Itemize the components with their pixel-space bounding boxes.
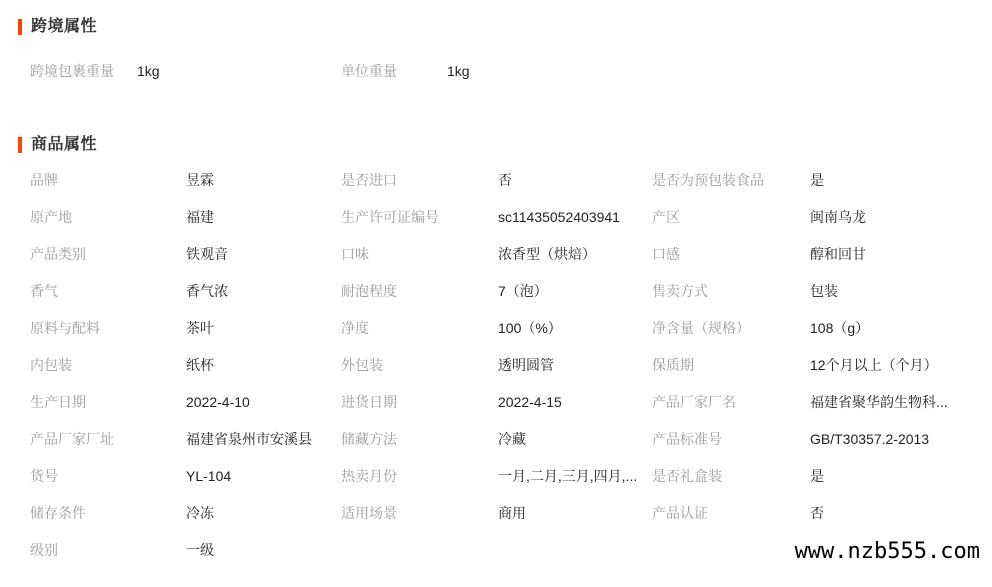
attr-label: 口味 (341, 245, 369, 262)
attr-value: 浓香型（烘焙） (498, 245, 596, 262)
attr-value: 福建省聚华韵生物科... (810, 393, 948, 410)
attr-value: 透明圆管 (498, 356, 554, 373)
watermark-text: www.nzb555.com (794, 539, 980, 564)
attr-label: 产品认证 (652, 504, 708, 521)
attr-row (0, 309, 992, 346)
product-attrs-section-header (0, 136, 992, 153)
attr-label: 口感 (652, 245, 680, 262)
attr-label: 货号 (30, 467, 58, 484)
attr-value: 是 (810, 467, 824, 484)
attr-row (0, 346, 992, 383)
attr-value: 是 (810, 171, 824, 188)
attr-row (0, 420, 992, 457)
product-attrs-section-title: 商品属性 (31, 135, 98, 153)
attr-value: 醇和回甘 (810, 245, 866, 262)
attr-value: 1kg (137, 62, 160, 79)
attr-label: 级别 (30, 541, 58, 558)
attr-row (0, 52, 992, 89)
attr-label: 是否礼盒装 (652, 467, 722, 484)
attr-value: 一月,二月,三月,四月,... (498, 467, 638, 484)
attr-value: GB/T30357.2-2013 (810, 430, 930, 447)
attr-row (0, 383, 992, 420)
attr-label: 产品标准号 (652, 430, 722, 447)
attr-value: 2022-4-15 (498, 393, 562, 410)
attr-value: 1kg (447, 62, 470, 79)
attr-value: 昱霖 (186, 171, 214, 188)
attr-value: 12个月以上（个月） (810, 356, 938, 373)
attr-value: 冷藏 (498, 430, 526, 447)
attr-row (0, 457, 992, 494)
section-accent-bar (18, 19, 22, 35)
attr-value: 福建省泉州市安溪县 (186, 430, 312, 447)
attr-value: 福建 (186, 208, 214, 225)
attr-value: 2022-4-10 (186, 393, 250, 410)
attr-value: 铁观音 (186, 245, 228, 262)
attr-label: 单位重量 (341, 62, 397, 79)
attr-value: 否 (810, 504, 824, 521)
attr-value: 纸杯 (186, 356, 214, 373)
attr-label: 耐泡程度 (341, 282, 397, 299)
attr-label: 跨境包裹重量 (30, 62, 114, 79)
attr-label: 生产许可证编号 (341, 208, 439, 225)
attr-label: 储藏方法 (341, 430, 397, 447)
attr-label: 生产日期 (30, 393, 86, 410)
attr-rows (0, 161, 992, 568)
attr-label: 是否进口 (341, 171, 397, 188)
attr-label: 产区 (652, 208, 680, 225)
attr-label: 香气 (30, 282, 58, 299)
attr-row (0, 161, 992, 198)
cross-border-section (0, 18, 992, 89)
attr-label: 内包装 (30, 356, 72, 373)
attr-value: 108（g） (810, 319, 870, 336)
attr-value: 商用 (498, 504, 526, 521)
attr-label: 产品厂家厂名 (652, 393, 736, 410)
attr-value: 香气浓 (186, 282, 228, 299)
attr-label: 净含量（规格） (652, 319, 750, 336)
product-attributes-page (0, 18, 992, 587)
attr-value: YL-104 (186, 467, 232, 484)
attr-value: 茶叶 (186, 319, 214, 336)
attr-row (0, 235, 992, 272)
attr-row (0, 198, 992, 235)
attr-label: 原产地 (30, 208, 72, 225)
attr-label: 外包装 (341, 356, 383, 373)
attr-value: 一级 (186, 541, 214, 558)
attr-label: 品牌 (30, 171, 58, 188)
attr-label: 进货日期 (341, 393, 397, 410)
attr-value: 冷冻 (186, 504, 214, 521)
attr-label: 是否为预包装食品 (652, 171, 764, 188)
attr-label: 保质期 (652, 356, 694, 373)
attr-label: 储存条件 (30, 504, 86, 521)
attr-label: 原料与配料 (30, 319, 100, 336)
attr-value: 闽南乌龙 (810, 208, 866, 225)
attr-label: 适用场景 (341, 504, 397, 521)
attr-row (0, 272, 992, 309)
cross-border-section-title: 跨境属性 (31, 17, 98, 35)
attr-label: 售卖方式 (652, 282, 708, 299)
attr-label: 净度 (341, 319, 369, 336)
attr-label: 产品类别 (30, 245, 86, 262)
attr-row (0, 494, 992, 531)
attr-value: 包装 (810, 282, 838, 299)
attr-value: 否 (498, 171, 512, 188)
attr-value: 7（泡） (498, 282, 548, 299)
product-attrs-section (0, 136, 992, 568)
cross-border-section-header (0, 18, 992, 35)
section-accent-bar (18, 137, 22, 153)
attr-label: 热卖月份 (341, 467, 397, 484)
attr-label: 产品厂家厂址 (30, 430, 114, 447)
attr-value: 100（%） (498, 319, 562, 336)
attr-value: sc11435052403941 (498, 208, 620, 225)
